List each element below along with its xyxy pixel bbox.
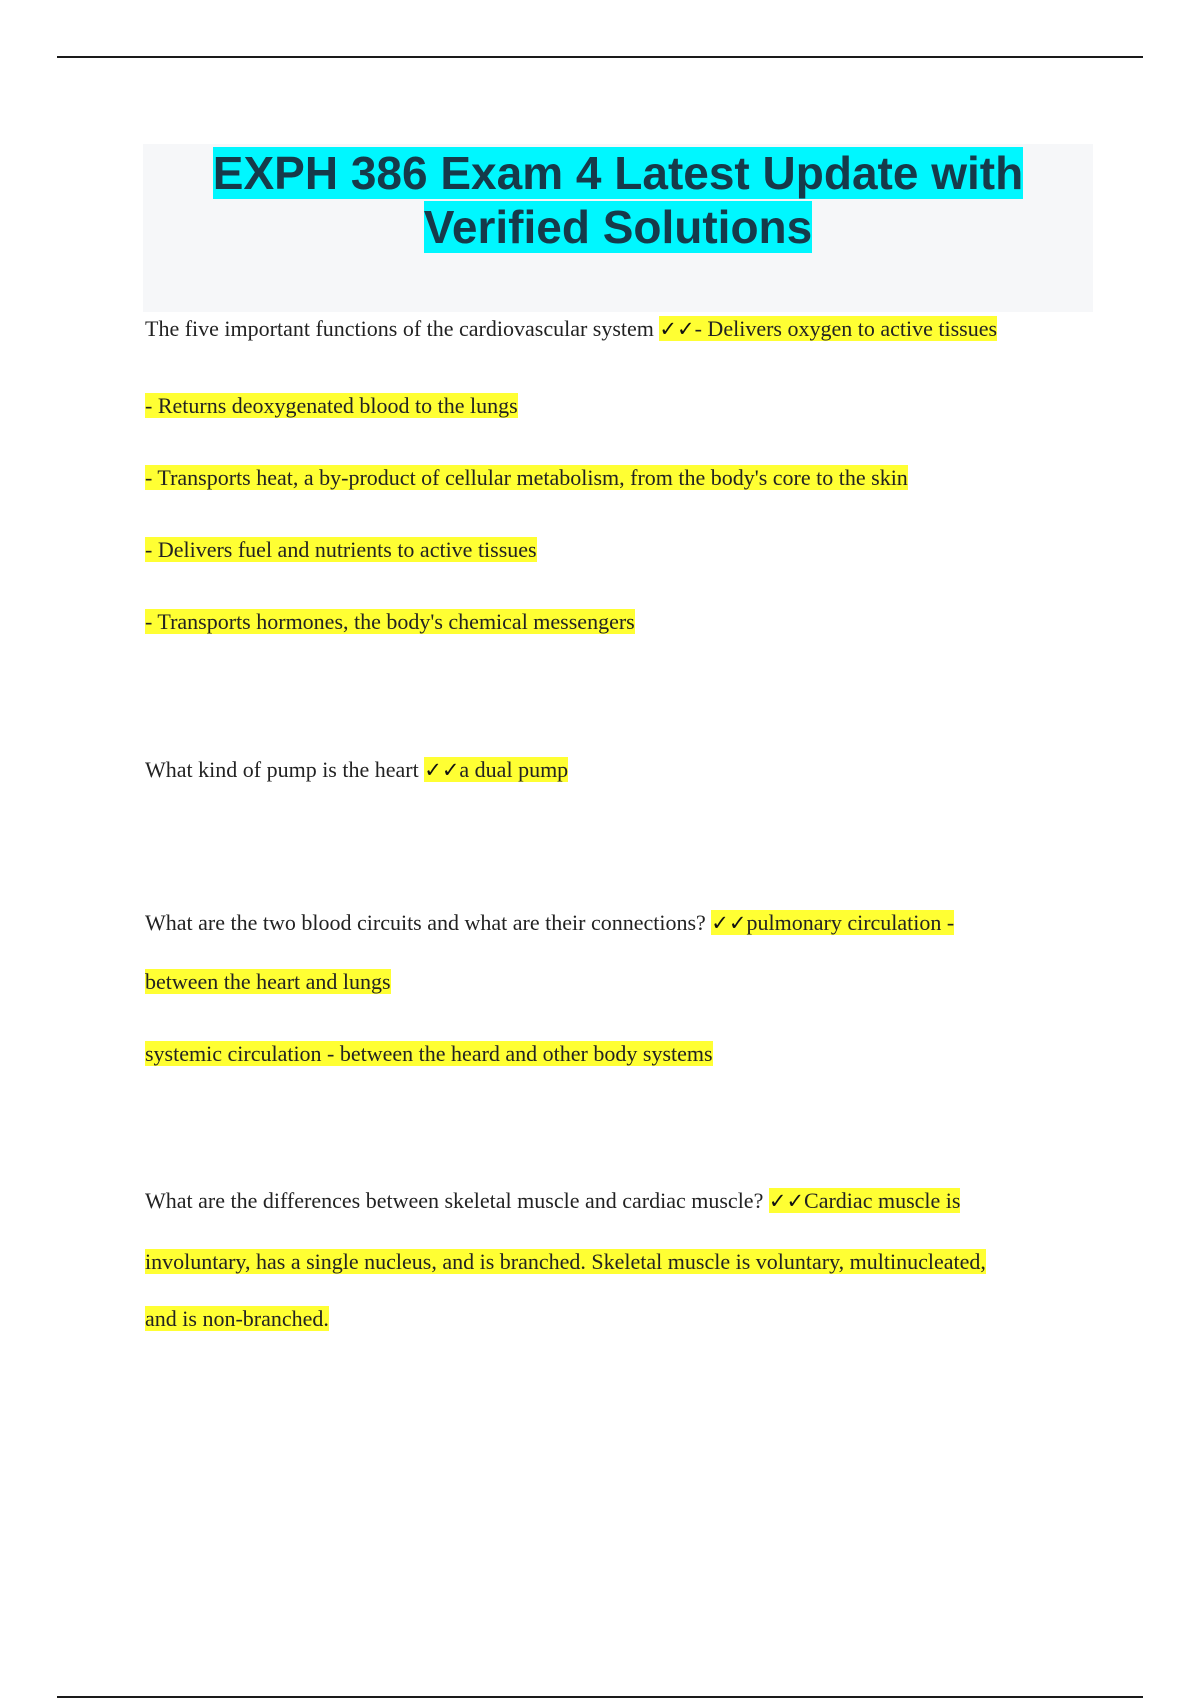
qa-1-answer-line-2: - Returns deoxygenated blood to the lungs [145, 393, 518, 418]
qa-4-question: What are the differences between skeletal muscle and cardiac muscle? [145, 1188, 764, 1213]
qa-1-answer-line [145, 463, 908, 493]
qa-2-answer-start [424, 757, 568, 782]
qa-4-answer-line [145, 1304, 329, 1334]
qa-1-answer-line [145, 607, 635, 637]
qa-3-answer-start [711, 910, 954, 935]
qa-3-answer-line-1: pulmonary circulation - [746, 910, 955, 935]
checkmark-icon: ✓✓ [659, 317, 695, 341]
qa-2-question-line [145, 755, 568, 785]
qa-1-answer-line [145, 535, 537, 565]
checkmark-icon: ✓✓ [711, 911, 747, 935]
qa-1-answer-line-5: - Transports hormones, the body's chemical messengers [145, 609, 635, 634]
qa-1-question: The five important functions of the cardiovascular system [145, 316, 654, 341]
checkmark-icon: ✓✓ [768, 1189, 805, 1213]
qa-1-answer-start [659, 316, 997, 341]
top-rule [57, 56, 1143, 58]
qa-4-answer-line [145, 1247, 986, 1277]
qa-4-question-line [145, 1186, 960, 1216]
qa-1-answer-line-3: - Transports heat, a by-product of cellular metabolism, from the body's core to the skin [145, 465, 908, 490]
title-line-1: EXPH 386 Exam 4 Latest Update with [212, 147, 1024, 199]
qa-4-answer-line-1: Cardiac muscle is [804, 1188, 961, 1213]
title-line-2: Verified Solutions [423, 201, 813, 253]
qa-2-question: What kind of pump is the heart [145, 757, 419, 782]
title-box [143, 144, 1093, 312]
qa-2-answer-line-1: a dual pump [459, 757, 569, 782]
qa-3-question: What are the two blood circuits and what are their connections? [145, 910, 706, 935]
qa-1-answer-line-4: - Delivers fuel and nutrients to active tissues [145, 537, 537, 562]
qa-3-question-line [145, 908, 954, 938]
qa-1-answer-line [145, 391, 518, 421]
checkmark-icon: ✓✓ [424, 758, 460, 782]
qa-4-answer-line-2: involuntary, has a single nucleus, and is branched. Skeletal muscle is voluntary, multinucleated, [145, 1249, 986, 1274]
qa-3-answer-line-3: systemic circulation - between the heard and other body systems [145, 1041, 713, 1066]
qa-3-answer-line-2: between the heart and lungs [145, 969, 391, 994]
bottom-rule [57, 1696, 1143, 1698]
qa-4-answer-line-3: and is non-branched. [145, 1306, 329, 1331]
document-title [143, 144, 1093, 254]
qa-1-answer-line-1: - Delivers oxygen to active tissues [694, 316, 998, 341]
qa-3-answer-line [145, 967, 391, 997]
qa-1-question-line [145, 314, 997, 344]
qa-3-answer-line [145, 1039, 713, 1069]
qa-4-answer-start [769, 1188, 961, 1213]
